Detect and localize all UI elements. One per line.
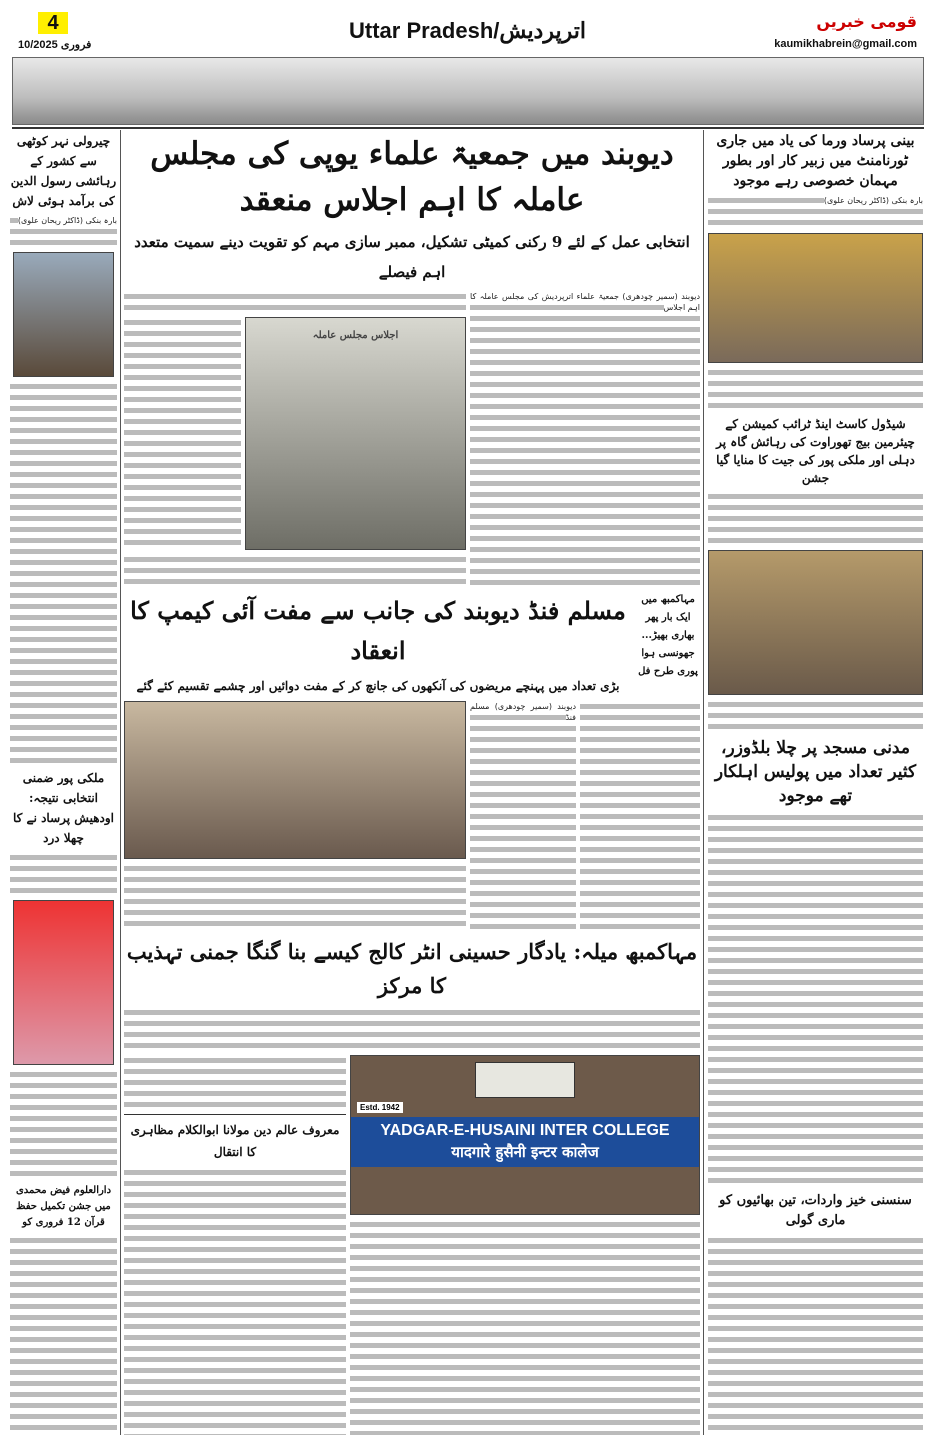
article-lead: دیوبند (سمیر چودھری) مسلم فنڈ bbox=[470, 702, 576, 722]
divider bbox=[124, 1114, 346, 1115]
hifz-headline: دارالعلوم فیض محمدی میں جشن تکمیل حفظ قرآن 12 فروری کو bbox=[15, 1185, 112, 1228]
section-title: Uttar Pradesh/اترپردیش bbox=[349, 18, 586, 43]
college-article bbox=[350, 1055, 700, 1435]
eye-camp-header bbox=[124, 591, 700, 697]
main-article-body bbox=[124, 291, 700, 587]
eye-camp-left bbox=[124, 701, 466, 931]
article-text bbox=[124, 863, 466, 931]
article-text bbox=[124, 291, 466, 313]
article-text bbox=[10, 1235, 117, 1435]
article-text bbox=[350, 1219, 700, 1435]
article-lead: بارہ بنکی (ڈاکٹر ریحان علوی) bbox=[17, 216, 117, 225]
main-subheadline: انتخابی عمل کے لئے 9 رکنی کمیٹی تشکیل، ممبر سازی مہم کو تقویت دینے سمیت متعدد اہم فیصلے bbox=[134, 233, 690, 281]
meeting-photo bbox=[245, 317, 466, 550]
college-small-sign bbox=[475, 1062, 575, 1098]
article-text bbox=[470, 291, 700, 587]
article-text bbox=[10, 852, 117, 896]
college-sign-hindi: यादगारे हुसैनी इन्टर कालेज bbox=[451, 1143, 599, 1161]
eye-camp-titles bbox=[124, 591, 632, 697]
scholar-headline: معروف عالم دین مولانا ابوالکلام مظاہری کا انتقال bbox=[130, 1123, 340, 1159]
eye-camp-photo bbox=[124, 701, 466, 859]
article-lead: بارہ بنکی (ڈاکٹر ریحان علوی) bbox=[823, 196, 923, 205]
main-headline: دیوبند میں جمعیۃ علماء یوپی کی مجلس عاملہ کا اہم اجلاس منعقد bbox=[150, 136, 674, 218]
article-text bbox=[708, 699, 923, 732]
article-text bbox=[708, 812, 923, 1187]
right-headline-3: مدنی مسجد پر چلا بلڈوزر، کثیر تعداد میں پولیس اہلکار تھے موجود bbox=[714, 738, 917, 806]
right-headline-4: سنسنی خیز واردات، تین بھائیوں کو ماری گولی bbox=[719, 1193, 912, 1228]
article-text bbox=[124, 317, 241, 550]
eye-camp-subheadline: بڑی تعداد میں پہنچے مریضوں کی آنکھوں کی جانچ کر کے مفت دوائیں اور چشمے تقسیم کئے گئے bbox=[136, 679, 620, 693]
eye-camp-headline: مسلم فنڈ دیوبند کی جانب سے مفت آئی کیمپ کا انعقاد bbox=[130, 596, 626, 665]
college-estd: Estd. 1942 bbox=[357, 1102, 403, 1113]
divider bbox=[703, 130, 704, 1435]
article-text bbox=[124, 1007, 700, 1051]
politician-portrait-photo bbox=[13, 900, 114, 1065]
article-text bbox=[708, 195, 923, 229]
left-headline-2: ملکی پور ضمنی انتخابی نتیجہ: اودھیش پرساد نے کا چھلا درد bbox=[12, 771, 114, 845]
college-headline: مہاکمبھ میلہ: یادگار حسینی انٹر کالج کیسے بنا گنگا جمنی تہذیب کا مرکز bbox=[126, 939, 698, 998]
right-column bbox=[708, 131, 923, 1435]
celebration-photo bbox=[708, 550, 923, 695]
article-text bbox=[708, 367, 923, 411]
article-lead: دیوبند (سمیر چودھری) جمعیۃ علماء اترپردیش کی مجلس عاملہ کا اہم اجلاس bbox=[470, 292, 700, 312]
center-column bbox=[124, 131, 700, 1435]
article-text bbox=[470, 701, 576, 931]
college-sign-english: YADGAR-E-HUSAINI INTER COLLEGE bbox=[380, 1122, 670, 1139]
article-text bbox=[124, 1055, 346, 1110]
left-column bbox=[10, 131, 117, 1435]
meeting-banner-text: اجلاس مجلس عاملہ bbox=[312, 330, 399, 341]
article-text bbox=[10, 215, 117, 248]
main-article-left bbox=[124, 291, 466, 587]
bottom-section bbox=[124, 1055, 700, 1435]
page-number: 4 bbox=[38, 12, 68, 34]
article-text bbox=[10, 381, 117, 764]
article-text bbox=[708, 491, 923, 546]
college-sign bbox=[351, 1117, 699, 1167]
scholar-article bbox=[124, 1055, 346, 1435]
left-headline-1: چیرولی نہر کوٹھی سے کشور کے رہائشی رسول الدین کی برآمد ہوئی لاش bbox=[10, 134, 117, 208]
right-headline-1: بینی پرساد ورما کی یاد میں جاری ٹورنامنٹ میں زبیر کار اور بطور مہمان خصوصی رہے موجود bbox=[716, 133, 915, 189]
article-text bbox=[124, 554, 466, 587]
eye-camp-body bbox=[124, 701, 700, 931]
issue-date: 10/فروری 2025 bbox=[18, 39, 92, 51]
article-text bbox=[708, 1235, 923, 1435]
divider bbox=[12, 127, 924, 129]
article-text bbox=[580, 701, 700, 931]
kumbh-side-headline: مہاکمبھ میں ایک بار پھر بھاری بھیڑ... جھونسی ہوا پوری طرح فل bbox=[638, 594, 698, 677]
monuments-banner-image bbox=[12, 57, 924, 125]
article-text bbox=[124, 1167, 346, 1435]
newspaper-logo: قومی خبریں bbox=[816, 12, 917, 31]
divider bbox=[120, 130, 121, 1435]
tournament-photo bbox=[708, 233, 923, 363]
article-text bbox=[10, 1069, 117, 1179]
victim-portrait-photo bbox=[13, 252, 114, 377]
main-photo-row bbox=[124, 317, 466, 550]
college-photo bbox=[350, 1055, 700, 1215]
right-headline-2: شیڈول کاسٹ اینڈ ٹرائب کمیشن کے چیئرمین بیج تھوراوت کی رہائش گاہ پر دہلی اور ملکی پور کی جیت کا منایا گیا جشن bbox=[716, 417, 915, 485]
contact-email[interactable]: kaumikhabrein@gmail.com bbox=[774, 38, 917, 50]
